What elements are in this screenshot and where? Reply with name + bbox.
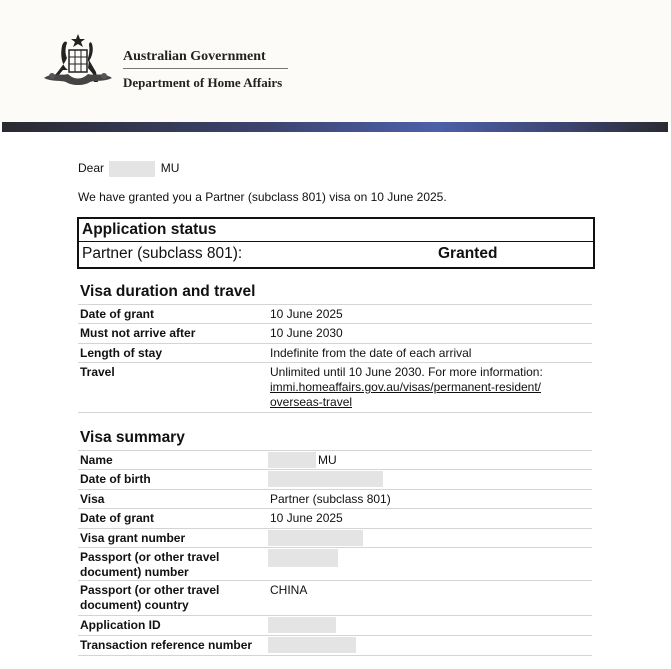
salutation: Dear: [78, 161, 105, 176]
letterhead: [0, 0, 671, 122]
grant-intro: We have granted you a Partner (subclass 801) visa on 10 June 2025.: [78, 190, 447, 204]
row-label: Length of stay: [80, 346, 163, 360]
coat-of-arms-logo: [38, 32, 118, 92]
row-label: Application ID: [80, 618, 161, 632]
visa-summary-title: Visa summary: [80, 429, 185, 446]
table-row: [78, 469, 592, 490]
row-value: Partner (subclass 801): [270, 492, 391, 506]
row-label: Passport (or other travel document) number: [80, 550, 220, 579]
travel-info-link-continued[interactable]: overseas-travel: [270, 395, 353, 409]
row-value: 10 June 2025: [270, 307, 343, 321]
header-band: [2, 122, 668, 132]
table-row: [78, 489, 592, 509]
redacted-field: [268, 452, 316, 468]
status-divider: [79, 241, 593, 242]
status-value: Granted: [438, 245, 498, 262]
table-row: [78, 615, 592, 636]
row-value: MU: [318, 453, 337, 467]
table-row: [78, 580, 592, 616]
row-label: Transaction reference number: [80, 638, 253, 652]
table-row: [78, 362, 592, 413]
row-label: Must not arrive after: [80, 326, 196, 340]
row-value: 10 June 2030: [270, 326, 343, 340]
table-row: [78, 450, 592, 470]
department-name: Department of Home Affairs: [123, 75, 283, 90]
row-label: Date of grant: [80, 307, 155, 321]
header-divider: [123, 68, 288, 69]
salutation-line: [78, 161, 179, 177]
status-label: Partner (subclass 801):: [82, 245, 243, 262]
row-label: Date of birth: [80, 472, 151, 486]
row-label: Passport (or other travel document) country: [80, 583, 220, 612]
government-name: Australian Government: [123, 49, 266, 64]
table-row: [78, 343, 592, 363]
travel-text: Unlimited until 10 June 2030. For more information:: [270, 365, 543, 379]
table-row: [78, 304, 592, 324]
table-row: [78, 547, 592, 581]
redacted-given-name: [109, 161, 155, 177]
row-label: Visa grant number: [80, 531, 186, 545]
table-row: [78, 323, 592, 344]
visa-duration-title: Visa duration and travel: [80, 283, 256, 300]
redacted-field: [268, 549, 338, 567]
row-label: Date of grant: [80, 511, 155, 525]
redacted-field: [268, 637, 356, 653]
redacted-field: [268, 617, 336, 633]
row-label: Visa: [80, 492, 105, 506]
redacted-field: [268, 530, 363, 546]
row-label: Travel: [80, 365, 115, 379]
row-value: 10 June 2025: [270, 511, 343, 525]
status-title: Application status: [82, 221, 217, 238]
row-label: Name: [80, 453, 113, 467]
table-row: [78, 508, 592, 529]
row-value: [270, 365, 590, 410]
travel-info-link[interactable]: immi.homeaffairs.gov.au/visas/permanent-resident/: [270, 380, 542, 394]
row-value: CHINA: [270, 583, 308, 597]
row-value: Indefinite from the date of each arrival: [270, 346, 472, 360]
recipient-surname: MU: [160, 161, 180, 176]
table-row: [78, 635, 592, 656]
application-status-box: [77, 217, 595, 269]
redacted-field: [268, 471, 383, 487]
table-row: [78, 528, 592, 548]
